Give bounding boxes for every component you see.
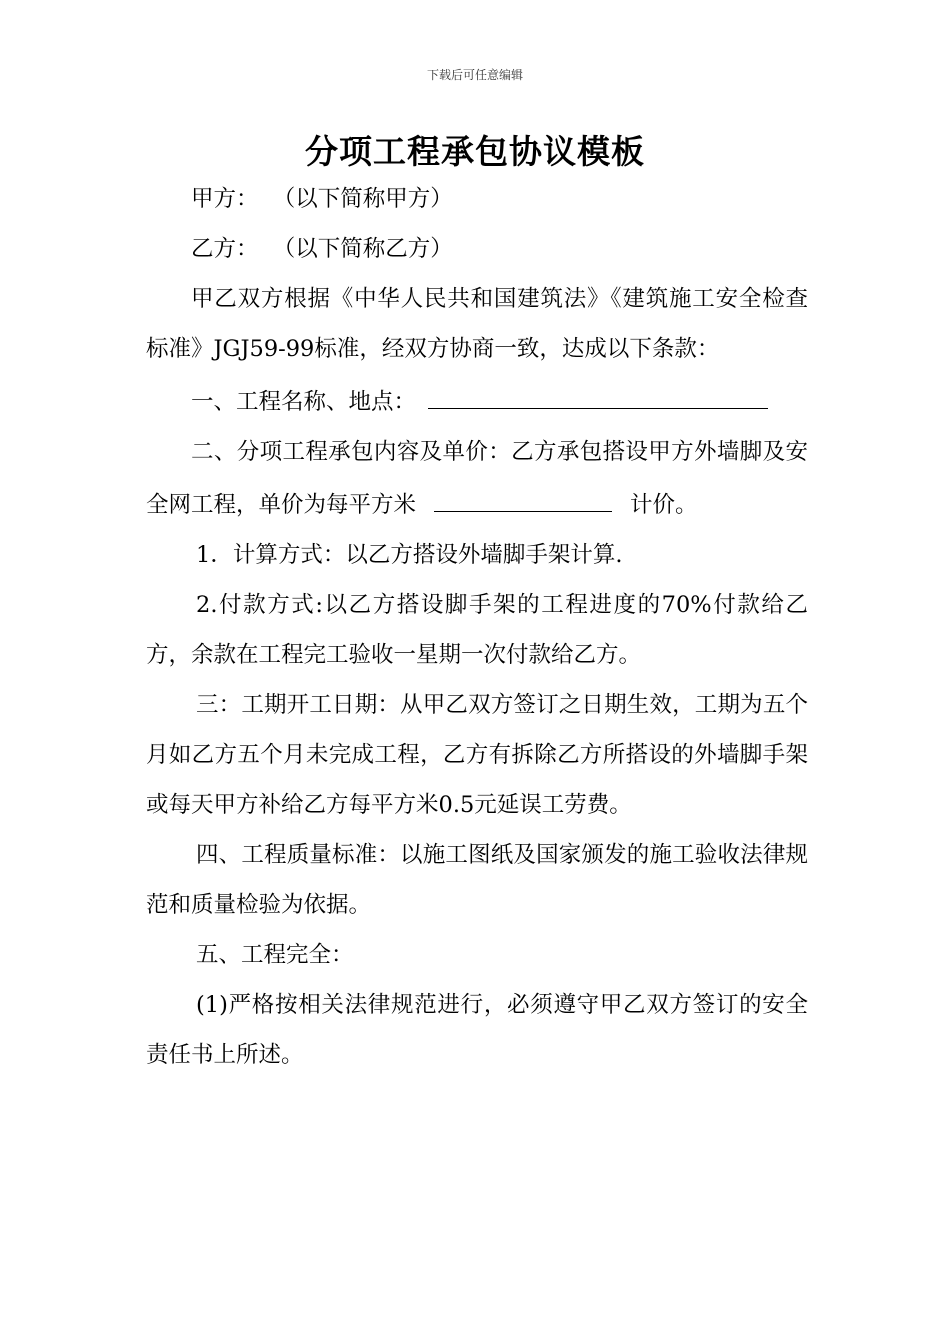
- clause-1-label: 一、工程名称、地点：: [191, 389, 417, 415]
- clause-5-item-1: (1)严格按相关法律规范进行，必须遵守甲乙双方签订的安全责任书上所述。: [146, 992, 808, 1068]
- clause-1: [146, 374, 808, 427]
- clause-5: 五、工程完全：: [196, 942, 354, 968]
- item-2: 2.付款方式:以乙方搭设脚手架的工程进度的70%付款给乙方，余款在工程完工验收一星期一次付款给乙方。: [146, 592, 808, 668]
- clause-2-text: 二、分项工程承包内容及单价：乙方承包搭设甲方外墙脚及安全网工程，单价为每平方米: [146, 439, 808, 518]
- item-1: 1．计算方式：以乙方搭设外墙脚手架计算.: [196, 542, 623, 568]
- document-body: [146, 174, 808, 1080]
- intro-paragraph: 甲乙双方根据《中华人民共和国建筑法》《建筑施工安全检查标准》JGJ59-99标准，经双方协商一致，达成以下条款：: [146, 286, 808, 362]
- header-note: 下载后可任意编辑: [426, 68, 523, 82]
- unit-price-blank: [434, 477, 612, 512]
- clause-4: 四、工程质量标准：以施工图纸及国家颁发的施工验收法律规范和质量检验为依据。: [146, 842, 808, 918]
- clause-2: [146, 427, 808, 530]
- party-a-line: 甲方： （以下简称甲方）: [191, 186, 453, 212]
- party-b-line: 乙方： （以下简称乙方）: [191, 236, 453, 262]
- project-name-blank: [428, 374, 768, 409]
- clause-2-tail: 计价。: [630, 492, 698, 518]
- clause-3: 三：工期开工日期：从甲乙双方签订之日期生效，工期为五个月如乙方五个月未完成工程，乙方有拆除乙方所搭设的外墙脚手架或每天甲方补给乙方每平方米0.5元延误工劳费。: [146, 692, 808, 818]
- document-title: 分项工程承包协议模板: [305, 132, 645, 171]
